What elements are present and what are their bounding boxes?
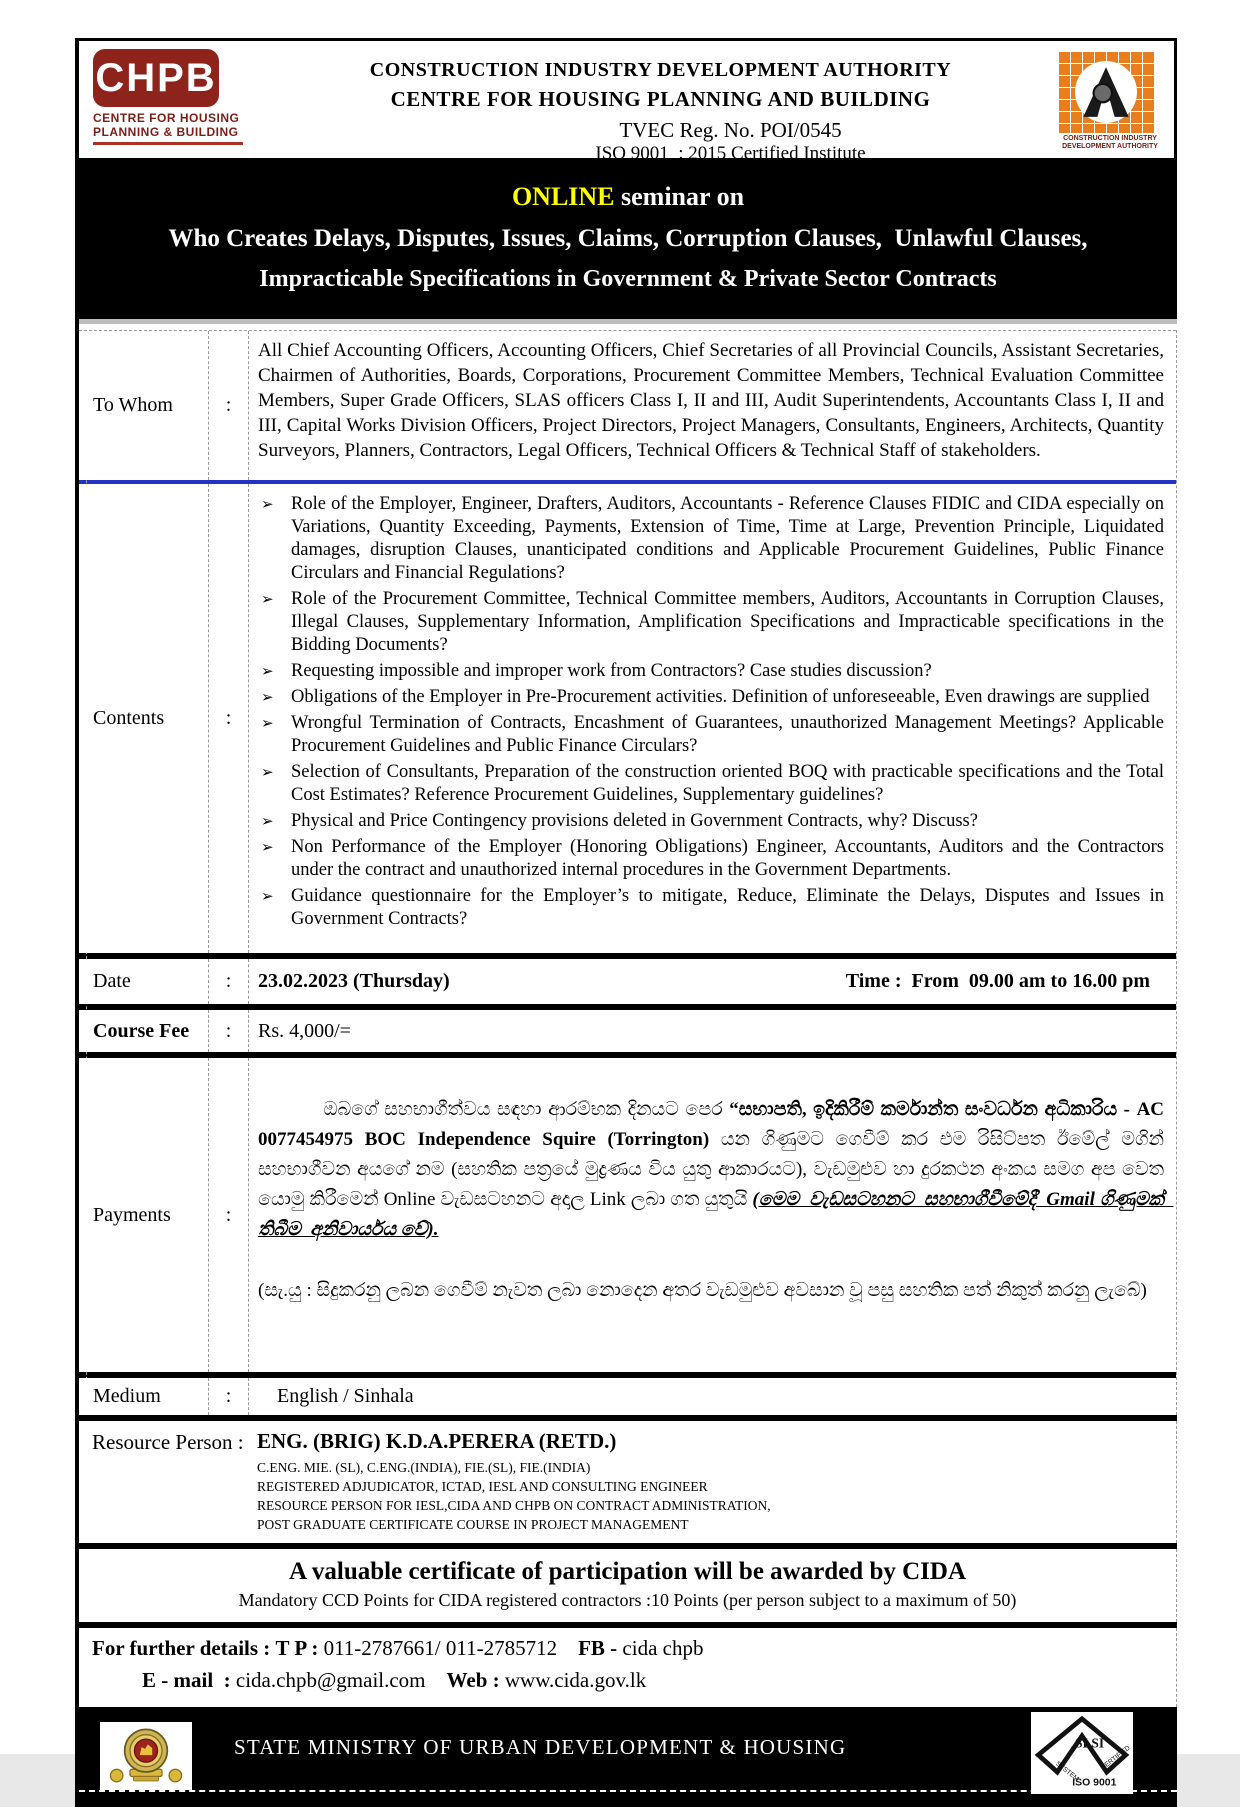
date-row	[79, 959, 1176, 1004]
content-item	[258, 493, 1164, 585]
header	[79, 38, 1177, 164]
slsi-iso-text: ISO 9001	[1072, 1777, 1117, 1789]
medium-label: Medium	[79, 1378, 209, 1415]
content-item	[258, 660, 1164, 683]
bullet-arrow-icon: ➢	[261, 497, 274, 513]
contents-colon: :	[209, 484, 249, 953]
document-frame	[75, 38, 1177, 1807]
course-fee-label: Course Fee	[79, 1010, 209, 1052]
phone-label: T P :	[275, 1636, 319, 1660]
certificate-headline: A valuable certificate of participation will be awarded by CIDA	[288, 1558, 967, 1585]
content-item	[258, 588, 1164, 657]
content-item	[258, 712, 1164, 758]
slsi-certified-text: CERTIFIED	[1099, 1744, 1132, 1772]
medium-colon: :	[209, 1378, 249, 1415]
content-item	[258, 885, 1164, 931]
payments-account-name: “සභාපති, ඉදිකිරීම් කර්මාන්ත සංවර්ධන අධිකාරිය -	[729, 1099, 1137, 1120]
further-details-line1	[92, 1636, 1176, 1661]
bullet-arrow-icon: ➢	[261, 664, 274, 680]
cida-logo-grid	[1058, 51, 1154, 133]
to-whom-colon: :	[209, 331, 249, 480]
payments-colon: :	[209, 1058, 249, 1372]
resource-person-credentials	[257, 1459, 771, 1533]
registration-lines	[333, 118, 1128, 165]
footer-dashed-line	[79, 1790, 1177, 1792]
date-colon: :	[209, 959, 249, 1004]
content-item-text: Physical and Price Contingency provisions deleted in Government Contracts, why? Discuss?	[291, 811, 978, 831]
payments-seg-intro: ඔබගේ සහභාගීත්වය සඳහා ආරම්භක දිනයට පෙර	[323, 1099, 730, 1120]
sri-lanka-emblem-graphic	[106, 1726, 186, 1786]
chpb-subtitle-line2: PLANNING & BUILDING	[93, 125, 239, 139]
chpb-subtitle	[93, 111, 263, 139]
content-item-text: Role of the Employer, Engineer, Drafters, Auditors, Accountants - Reference Clauses FIDIC and CIDA especially on Variations, Quantity Exceeding, Payments, Extension of Time, Time at Large, Prevention Principle, Liquidated damages, disruption Clauses, unanticipated conditions and Applicable Procurement Guidelines, Public Finance Circulars and Financial Regulations?	[291, 494, 1164, 583]
course-fee-row	[79, 1010, 1176, 1052]
payments-seg-instructions: යන ගිණුමට ගෙවීම් කර එම රිසිට්පත ඊමේල් මගින් සහභාගීවන අයගේ නම (සහතික පත්‍රයේ මුද්‍රණය විය යුතු ආකාරයට), වැඩමුළුව හා දුරකථන අංකය සමග අප වෙත යොමු කිරීමෙන් Online වැඩසටහනට අදාල Link ලබා ගත යුතුයි	[258, 1129, 1169, 1210]
email-value: cida.chpb@gmail.com	[235, 1668, 426, 1692]
resource-person-row	[79, 1421, 1177, 1543]
bullet-arrow-icon: ➢	[261, 765, 274, 781]
chpb-subtitle-line1: CENTRE FOR HOUSING	[93, 111, 240, 125]
contents-label: Contents	[79, 484, 209, 953]
slsi-logo-graphic	[1034, 1715, 1130, 1791]
ccd-points-note: Mandatory CCD Points for CIDA registered contractors :10 Points (per person subject to a maximum of 50)	[238, 1590, 1017, 1610]
to-whom-label: To Whom	[79, 331, 209, 480]
certificate-section	[79, 1549, 1177, 1622]
bullet-arrow-icon: ➢	[261, 889, 274, 905]
footer-bar	[79, 1707, 1177, 1807]
date-value: 23.02.2023 (Thursday)	[258, 970, 450, 992]
title-banner	[79, 160, 1177, 324]
chpb-logo	[93, 49, 263, 152]
banner-kicker	[87, 182, 1169, 212]
further-details-label: For further details :	[92, 1636, 271, 1660]
bullet-arrow-icon: ➢	[261, 690, 274, 706]
further-details-section	[79, 1628, 1177, 1707]
facebook-label: FB -	[578, 1636, 618, 1660]
resource-person-details	[257, 1429, 771, 1533]
content-item	[258, 836, 1164, 882]
web-label: Web :	[446, 1668, 500, 1692]
content-item	[258, 810, 1164, 833]
payments-text	[249, 1058, 1176, 1372]
content-item-text: Wrongful Termination of Contracts, Encashment of Guarantees, unauthorized Management Meetings? Applicable Procurement Guidelines and Public Finance Circulars?	[291, 713, 1164, 756]
seminar-title-line2: Impracticable Specifications in Government & Private Sector Contracts	[259, 266, 997, 292]
contents-list-wrap	[249, 484, 1176, 953]
date-content	[249, 959, 1176, 1004]
payments-row	[79, 1058, 1176, 1372]
slsi-logo	[1031, 1712, 1133, 1794]
ministry-title: STATE MINISTRY OF URBAN DEVELOPMENT & HOUSING	[234, 1735, 847, 1759]
content-item-text: Requesting impossible and improper work from Contractors? Case studies discussion?	[291, 661, 932, 681]
bullet-arrow-icon: ➢	[261, 814, 274, 830]
to-whom-text: All Chief Accounting Officers, Accounting Officers, Chief Secretaries of all Provincial Councils, Assistant Secretaries, Chairmen of Authorities, Boards, Corporations, Procurement Committee Members, Technical Evaluation Committee Members, Super Grade Officers, SLAS officers Class I, II and III, Audit Superintendents, Accountants Class I, II and III, Capital Works Division Officers, Project Directors, Project Managers, Consultants, Engineers, Architects, Quantity Surveyors, Planners, Contractors, Legal Officers, Technical Officers & Technical Staff of stakeholders.	[258, 340, 1164, 461]
seminar-on-word: seminar on	[614, 182, 745, 211]
info-rows	[79, 330, 1177, 1415]
content-item-text: Role of the Procurement Committee, Technical Committee members, Auditors, Accountants in Corruption Clauses, Illegal Clauses, Supplementary Information, Amplification Specifications and Impracticable specifications in the Bidding Documents?	[291, 589, 1164, 655]
content-item-text: Non Performance of the Employer (Honoring Obligations) Engineer, Accountants, Auditors and the Contractors under the contract and unauthorized internal procedures in the Government Departments.	[291, 837, 1164, 880]
time-value: Time : From 09.00 am to 16.00 pm	[845, 970, 1150, 992]
tvec-registration: TVEC Reg. No. POI/0545	[619, 118, 842, 142]
chpb-badge	[93, 49, 219, 107]
chpb-underline	[93, 142, 243, 145]
email-label: E - mail :	[142, 1668, 231, 1692]
credential-line: RESOURCE PERSON FOR IESL,CIDA AND CHPB ON CONTRACT ADMINISTRATION,	[257, 1498, 771, 1513]
payments-note: (සැ.යු : සිදුකරනු ලබන ගෙවීම් නැවත ලබා නොදෙන අතර වැඩමුළුව අවසාන වූ පසු සහතික පත් නිකුත් කරනු ලැබේ)	[258, 1280, 1147, 1301]
content-item	[258, 761, 1164, 807]
payments-gmail-requirement: (මෙම වැඩසටහනට සහභාගීවීමේදී Gmail ගිණුමක් තිබීම අනිවාර්යය වේ).	[258, 1189, 1174, 1240]
seminar-title-line1: Who Creates Delays, Disputes, Issues, Claims, Corruption Clauses, Unlawful Clauses,	[168, 225, 1088, 252]
bullet-arrow-icon: ➢	[261, 592, 274, 608]
chpb-acronym: CHPB	[95, 55, 217, 100]
medium-row	[79, 1378, 1176, 1415]
sri-lanka-emblem-icon	[100, 1722, 192, 1790]
header-titles	[263, 49, 1058, 164]
online-word: ONLINE	[511, 182, 615, 211]
slsi-name-text: SLSI	[1075, 1735, 1105, 1751]
web-value: www.cida.gov.lk	[504, 1668, 647, 1692]
iso-certification: ISO 9001 : 2015 Certified Institute	[595, 143, 866, 164]
centre-name: CENTRE FOR HOUSING PLANNING AND BUILDING	[390, 87, 931, 111]
content-item-text: Selection of Consultants, Preparation of the construction oriented BOQ with practicable specifications and the Total Cost Estimates? Reference Procurement Guidelines, Supplementary guidelines?	[291, 762, 1164, 805]
cida-logo-emblem-icon	[1075, 61, 1137, 123]
course-fee-value: Rs. 4,000/=	[258, 1019, 351, 1042]
contents-list	[258, 493, 1164, 931]
payments-account-number: AC 0077454975 BOC Independence Squire (Torrington)	[258, 1099, 1169, 1150]
credential-line: POST GRADUATE CERTIFICATE COURSE IN PROJECT MANAGEMENT	[257, 1517, 689, 1532]
resource-person-name: ENG. (BRIG) K.D.A.PERERA (RETD.)	[257, 1429, 617, 1453]
medium-value: English / Sinhala	[277, 1385, 414, 1407]
date-label: Date	[79, 959, 209, 1004]
slsi-system-text: SYSTEM	[1054, 1760, 1081, 1783]
to-whom-row	[79, 330, 1176, 480]
content-item	[258, 686, 1164, 709]
credential-line: REGISTERED ADJUDICATOR, ICTAD, IESL AND CONSULTING ENGINEER	[257, 1479, 708, 1494]
authority-name: CONSTRUCTION INDUSTRY DEVELOPMENT AUTHORITY	[369, 59, 952, 81]
resource-person-label: Resource Person :	[92, 1430, 244, 1454]
further-details-line2	[142, 1668, 1176, 1693]
cida-caption-line1: CONSTRUCTION INDUSTRY	[1063, 135, 1157, 142]
credential-line: C.ENG. MIE. (SL), C.ENG.(INDIA), FIE.(SL), FIE.(INDIA)	[257, 1460, 591, 1475]
contents-row	[79, 484, 1176, 953]
facebook-value: cida chpb	[622, 1636, 704, 1660]
cida-caption-line2: DEVELOPMENT AUTHORITY	[1062, 143, 1158, 150]
bullet-arrow-icon: ➢	[261, 840, 274, 856]
payments-label: Payments	[79, 1058, 209, 1372]
phone-numbers: 011-2787661/ 011-2785712	[323, 1636, 558, 1660]
content-item-text: Obligations of the Employer in Pre-Procurement activities. Definition of unforeseeable, Even drawings are supplied	[291, 687, 1150, 707]
course-fee-colon: :	[209, 1010, 249, 1052]
content-item-text: Guidance questionnaire for the Employer’s to mitigate, Reduce, Eliminate the Delays, Disputes and Issues in Government Contracts?	[291, 886, 1164, 929]
bullet-arrow-icon: ➢	[261, 716, 274, 732]
cida-a-glyph	[1079, 65, 1133, 119]
